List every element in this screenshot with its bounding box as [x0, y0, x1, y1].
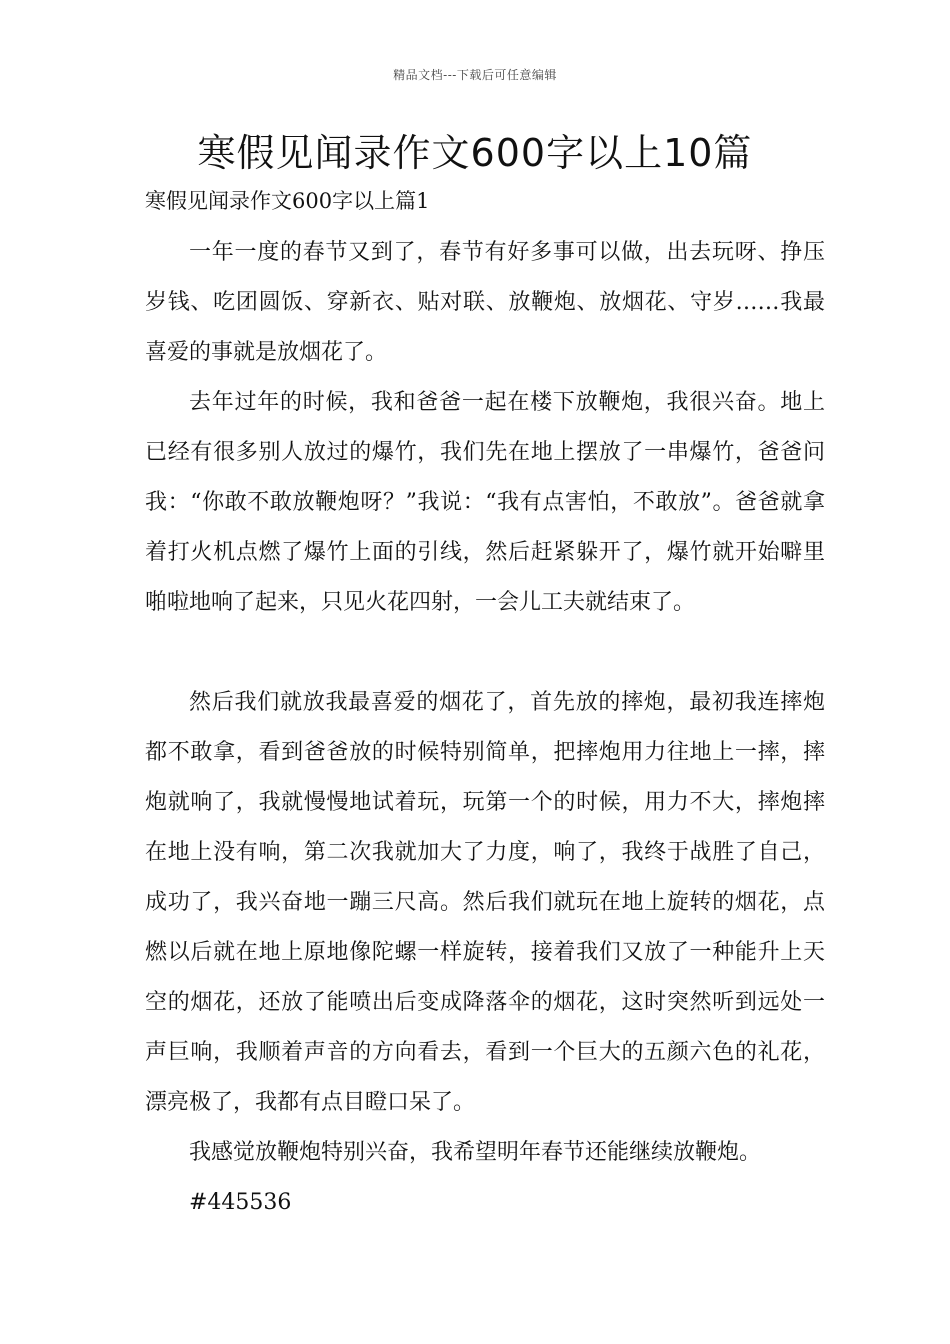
section-heading: 寒假见闻录作文600字以上篇1 [145, 189, 430, 213]
paragraph-4: 我感觉放鞭炮特别兴奋，我希望明年春节还能继续放鞭炮。 [189, 1140, 762, 1165]
body-text [145, 228, 825, 1228]
paragraph-2: 去年过年的时候，我和爸爸一起在楼下放鞭炮，我很兴奋。地上已经有很多别人放过的爆竹，我们先在地上摆放了一串爆竹，爸爸问我：“你敢不敢放鞭炮呀？”我说：“我有点害怕，不敢放”。爸爸就拿着打火机点燃了爆竹上面的引线，然后赶紧躲开了，爆竹就开始噼里啪啦地响了起来，只见火花四射，一会儿工夫就结束了。 [145, 390, 825, 615]
header-note: 精品文档---下载后可任意编辑 [393, 68, 557, 82]
document-id: #445536 [189, 1190, 292, 1215]
paragraph-3: 然后我们就放我最喜爱的烟花了，首先放的摔炮，最初我连摔炮都不敢拿，看到爸爸放的时候特别简单，把摔炮用力往地上一摔，摔炮就响了，我就慢慢地试着玩，玩第一个的时候，用力不大，摔炮摔在地上没有响，第二次我就加大了力度，响了，我终于战胜了自己，成功了，我兴奋地一蹦三尺高。然后我们就玩在地上旋转的烟花，点燃以后就在地上原地像陀螺一样旋转，接着我们又放了一种能升上天空的烟花，还放了能喷出后变成降落伞的烟花，这时突然听到远处一声巨响，我顺着声音的方向看去，看到一个巨大的五颜六色的礼花，漂亮极了，我都有点目瞪口呆了。 [145, 690, 825, 1115]
document-title: 寒假见闻录作文600字以上10篇 [197, 131, 753, 175]
paragraph-1: 一年一度的春节又到了，春节有好多事可以做，出去玩呀、挣压岁钱、吃团圆饭、穿新衣、贴对联、放鞭炮、放烟花、守岁……我最喜爱的事就是放烟花了。 [145, 240, 825, 365]
paragraph-spacer [145, 628, 825, 678]
